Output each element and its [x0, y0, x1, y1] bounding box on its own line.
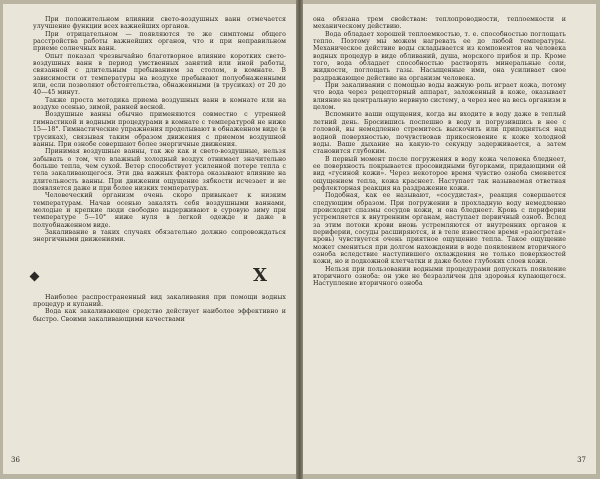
- paragraph: Нельзя при пользовании водными процедурами допускать появление вторичного озноба: он уже не безразличен для здоровья купающегося. Наступление вторичного озноба: [313, 265, 566, 288]
- paragraph: Вода обладает хорошей теплоемкостью, т. е. способностью поглощать тепло. Поэтому мы можем нагревать ее до любой температуры. Механическое действие воды складывается из компонентов на человека водных процедур в виде обливаний, душа, морского прибоя и пр. Кроме того, вода обладает способностью растворять минеральные соли, жидкости, поглощать газы. Насыщенные ими, она усиливает свое раздражающее действие на организм человека.: [313, 30, 566, 82]
- page-number-right: 37: [577, 456, 586, 464]
- paragraph: Также проста методика приема воздушных ванн в комнате или на воздухе осенью, зимой, ранней весной.: [33, 96, 286, 112]
- paragraph: При отрицательном — появляются те же симптомы общего расстройства работы важнейших органов, что и при неправильном приеме солнечных ванн.: [33, 30, 286, 53]
- book-gutter: [296, 0, 303, 479]
- paragraph: Опыт показал чрезвычайно благотворное влияние коротких свето-воздушных ванн в период умственных занятий или иной работы, связанной с длительным пребыванием за столом, в комнате. В зависимости от температуры на воздухе пребывают полуобнаженными или, если позволяют обстоятельства, обнаженными (в трусиках) от 20 до 40—45 минут.: [33, 52, 286, 97]
- page-number-left: 36: [11, 456, 20, 464]
- right-page: [303, 4, 596, 474]
- diamond-ornament-icon: [30, 271, 40, 281]
- paragraph: Человеческий организм очень скоро привыкает к низким температурам. Начав осенью закалять себя воздушными ваннами, молодые и крепкие люди свободно выдерживают в суровую зиму при температуре 5—10° ниже нуля в легкой одежде и даже в полуобнаженном виде.: [33, 192, 286, 229]
- section-number: X: [253, 264, 267, 286]
- paragraph: В первый момент после погружения в воду кожа человека бледнеет, ее поверхность покрывается просовидными бугорками, придающими ей вид «гусиной кожи». Через некоторое время чувство озноба сменяется ощущением тепла, кожа краснеет. Наступает так называемая ответная рефлекторная реакция на раздражение кожи.: [313, 155, 566, 192]
- section-heading: [33, 266, 286, 288]
- paragraph: Вспомните ваши ощущения, когда вы входите в воду даже в теплый летний день. Бросившись поспешно в воду и погрузившись в нее с головой, вы немедленно стремитесь выскочить или приподняться над водной поверхностью, почувствовав прикосновение к коже холодной воды. Ваше дыхание на какую-то секунду задерживается, а затем становится глубоким.: [313, 111, 566, 156]
- left-page: [3, 4, 296, 474]
- paragraph: При положительном влиянии свето-воздушных ванн отмечается улучшение функции всех важнейших органов.: [33, 16, 286, 31]
- left-page-text-top: [33, 16, 286, 244]
- paragraph: Принимая воздушные ванны, так же как и свето-воздушные, нельзя забывать о том, что влажный холодный воздух отнимает значительно больше тепла, чем сухой. Ветер способствует усиленной потере тепла с тела закаливающегося. Эти два важных фактора оказывают влияние на длительность ванны. При движении ощущение зябкости исчезает и не появляется даже и при более низких температурах.: [33, 148, 286, 192]
- left-page-text-bottom: [33, 294, 286, 323]
- paragraph-continuation: она обязана трем свойствам: теплопроводности, теплоемкости и механическому действию.: [313, 16, 566, 31]
- paragraph: Подобная, как ее называют, «сосудистая», реакция совершается следующим образом. При погружении в прохладную воду немедленно происходят спазмы сосудов кожи, и она бледнеет. Кровь с периферии устремляется к внутренним органам, наступает первичный озноб. Вслед за этим потоки крови вновь устремляются от внутренних органов к периферии, сосуды расширяются, и в теле известное время «разогретая» кровь) чувствуется очень приятное ощущение тепла. Такое ощущение может смениться при долгом нахождении в воде появлением вторичного озноба вследствие наступившего охлаждения не только поверхностей кожи, но и подкожной клетчатки и даже более глубоких слоев кожи.: [313, 192, 566, 266]
- paragraph: Наиболее распространенный вид закаливания при помощи водных процедур и купаний.: [33, 293, 286, 308]
- paragraph: При закаливании с помощью воды важную роль играет кожа, потому что вода через рецепторный аппарат, заложенный в коже, оказывает влияние на центральную нервную систему, а через нее на весь организм в целом.: [313, 82, 567, 112]
- paragraph: Вода как закаливающее средство действует наиболее эффективно и быстро. Своими закаливающими качествами: [33, 308, 286, 323]
- paragraph: Закаливание в таких случаях обязательно должно сопровождаться энергичными движениями.: [33, 228, 286, 244]
- paragraph: Воздушные ванны обычно применяются совместно с утренней гимнастикой и водными процедурами в комнате с температурой не ниже 15—18°. Гимнастические упражнения проделывают в обнаженном виде (в трусиках), связывая таким образом движения с приемом воздушной ванны. При ознобе совершают более энергичные движения.: [33, 111, 286, 148]
